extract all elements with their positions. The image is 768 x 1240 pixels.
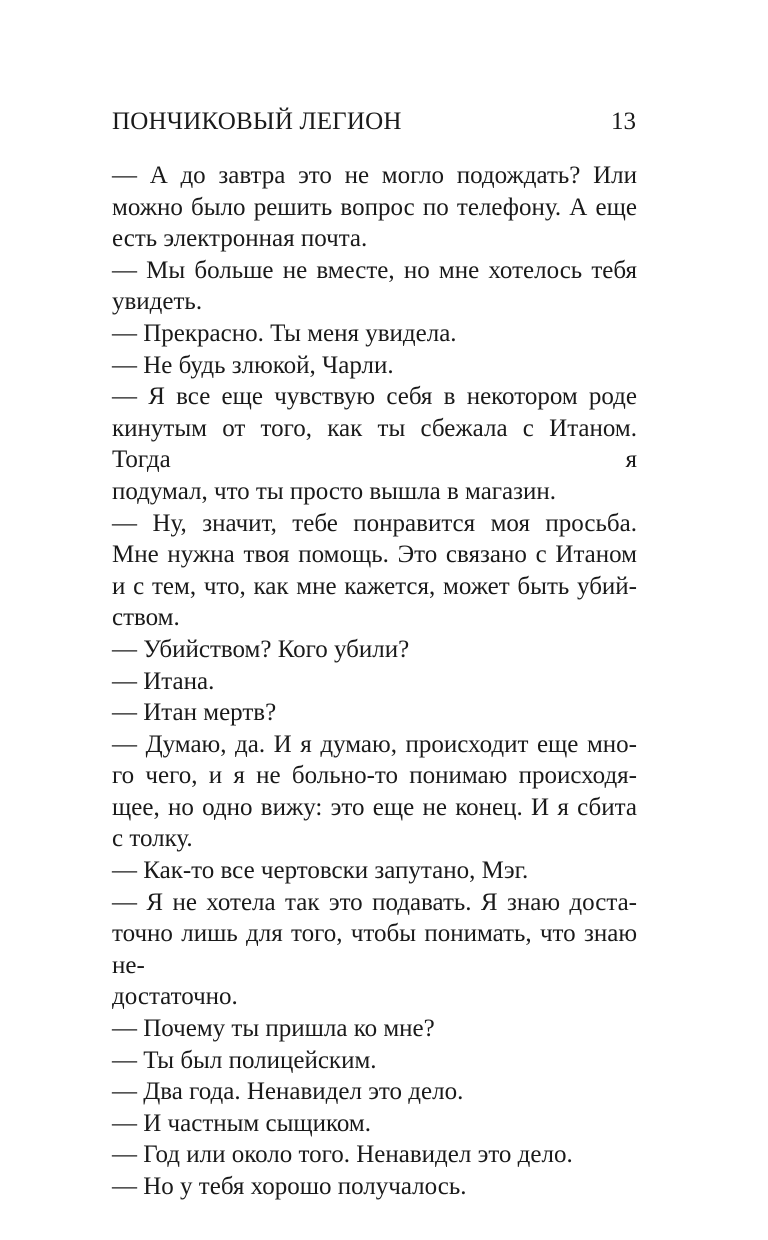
paragraph	[112, 729, 637, 855]
body-text	[112, 160, 637, 1203]
paragraph	[112, 350, 637, 382]
text-line: Мне нужна твоя помощь. Это связано с Итаном	[112, 541, 637, 569]
text-line: — Ну, значит, тебе понравится моя просьба.	[112, 509, 637, 537]
paragraph	[112, 508, 637, 634]
text-line: и с тем, что, как мне кажется, может быть убий-	[112, 572, 637, 600]
text-line: — Почему ты пришла ко мне?	[112, 1015, 435, 1043]
text-line: подумал, что ты просто вышла в магазин.	[112, 477, 557, 505]
text-line: ством.	[112, 604, 180, 632]
paragraph	[112, 634, 637, 666]
running-header	[112, 105, 636, 139]
text-line: — Думаю, да. И я думаю, происходит еще мно-	[112, 730, 637, 758]
text-line: с толку.	[112, 825, 193, 853]
text-line: — Я все еще чувствую себя в некотором роде	[112, 383, 637, 411]
text-line: — Итан мертв?	[112, 699, 277, 727]
text-line: — Итана.	[112, 667, 215, 695]
text-line: достаточно.	[112, 983, 238, 1011]
paragraph	[112, 160, 637, 255]
text-line: — Я не хотела так это подавать. Я знаю доста-	[112, 888, 637, 916]
text-line: — Ты был полицейским.	[112, 1046, 377, 1074]
paragraph	[112, 887, 637, 1013]
text-line: — А до завтра это не могло подождать? Или	[112, 162, 637, 189]
paragraph	[112, 318, 637, 350]
running-title: ПОНЧИКОВЫЙ ЛЕГИОН	[112, 108, 402, 135]
paragraph	[112, 666, 637, 698]
paragraph	[112, 1045, 637, 1077]
text-line: — Год или около того. Ненавидел это дело.	[112, 1141, 573, 1169]
paragraph	[112, 1108, 637, 1140]
text-line: — Два года. Ненавидел это дело.	[112, 1078, 464, 1106]
paragraph	[112, 855, 637, 887]
text-line: точно лишь для того, чтобы понимать, что знаю не-	[112, 920, 637, 979]
text-line: — Как-то все чертовски запутано, Мэг.	[112, 857, 529, 885]
text-line: — Прекрасно. Ты меня увидела.	[112, 319, 457, 347]
text-line: — Мы больше не вместе, но мне хотелось тебя	[112, 256, 637, 284]
paragraph	[112, 255, 637, 318]
paragraph	[112, 1076, 637, 1108]
text-line: увидеть.	[112, 288, 203, 316]
paragraph	[112, 697, 637, 729]
text-line: есть электронная почта.	[112, 225, 368, 253]
paragraph	[112, 381, 637, 507]
text-line: го чего, и я не больно-то понимаю происходя-	[112, 762, 637, 790]
text-line: кинутым от того, как ты сбежала с Итаном. Тогда я	[112, 414, 637, 474]
text-line: можно было решить вопрос по телефону. А еще	[112, 193, 637, 221]
text-line: — Не будь злюкой, Чарли.	[112, 351, 394, 379]
text-line: щее, но одно вижу: это еще не конец. И я сбита	[112, 793, 637, 821]
text-line: — И частным сыщиком.	[112, 1109, 371, 1137]
text-line: — Но у тебя хорошо получалось.	[112, 1173, 467, 1200]
paragraph	[112, 1013, 637, 1045]
paragraph	[112, 1171, 637, 1203]
paragraph	[112, 1139, 637, 1171]
text-line: — Убийством? Кого убили?	[112, 635, 410, 663]
page-number: 13	[611, 108, 636, 135]
